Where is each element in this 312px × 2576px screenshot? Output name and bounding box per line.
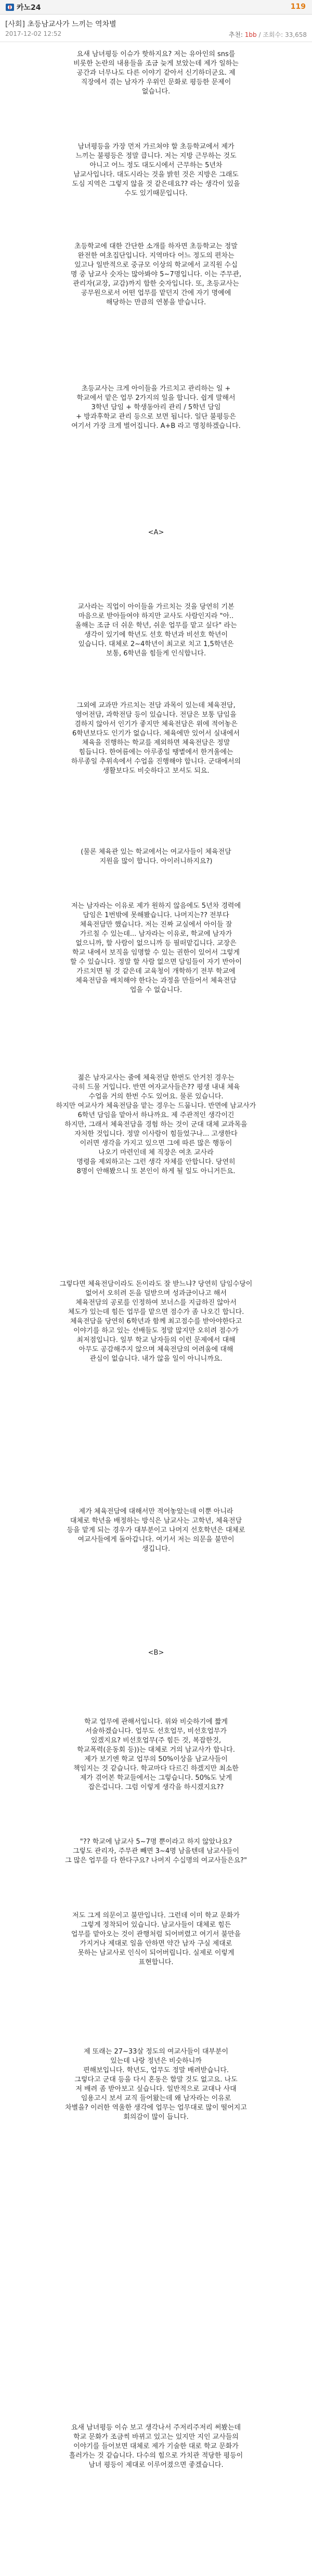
paragraph-11: 제가 체육전담에 대해서만 적어놓았는데 이뿐 아니라 대체로 학년을 배정하는 방식은 남교사는 고학년, 체육전담 등을 맡게 되는 경우가 대부분이고 나머지 선호학년은 대체로 여교사들에게 돌아갑니다. 여기서 저는 의문을 불만이 생깁니다. bbox=[67, 1508, 245, 1553]
post-title-text: 초등남교사가 느끼는 역차별 bbox=[27, 20, 116, 29]
paragraph-16: 요새 남녀평등 이슈 보고 생각나서 주저리주저리 써봤는데 학교 문화가 조금씩 바뀌고 있고는 있지만 지인 교사들의 이야기를 들어보면 대체로 제가 기술한 대로 학교 문화가 흘러가는 것 같습니다. 다수의 힘으로 가치관 적당한 평등이 남녀 평등이 제대로 이루어졌으면 좋겠습니다. bbox=[69, 2424, 243, 2469]
paragraph-12: 학교 업무에 관해서입니다. 위와 비슷하기에 짧게 서술하겠습니다. 업무도 선호업무, 비선호업무가 있겠지요? 비선호업무(주 힘든 것, 복잡한것, 학교폭력(운동회 등))는 대체로 거의 남교사가 합니다. 제가 보기엔 학교 업무의 50%이상을 남교사들이 책임지는 것 같습니다. 학교마다 다르긴 하겠지만 최소한 제가 겪어본 학교들에서는 그렇습니다. 50%도 낮게 잡은겁니다. 그럼 이렇게 생각을 하시겠지요?? bbox=[73, 1718, 239, 1791]
post-number: 119 bbox=[290, 3, 306, 11]
paragraph-14: 저도 그게 의문이고 불만입니다. 그런데 이미 학교 문화가 그렇게 정착되어 있습니다. 남교사들이 대체로 힘든 업무를 맡아오는 것이 관행처럼 되어버렸고 여기서 불만을 가지거나 제대로 일을 안하면 약간 남자 구실 제대로 못하는 남교사로 인식이 되어버립니다. 실제로 이렇게 표현합니다. bbox=[71, 1912, 241, 1966]
post-date: 2017-12-02 12:52 bbox=[5, 30, 62, 37]
views-label: / 조회수: bbox=[258, 31, 283, 38]
post-meta bbox=[5, 30, 307, 39]
section-marker-b: <B> bbox=[148, 1649, 164, 1657]
paragraph-7: (물론 체육관 있는 학교에서는 여교사들이 체육전담 지원을 많이 합니다. 아이러니하지요?) bbox=[81, 848, 231, 865]
post-category: [사회] bbox=[5, 20, 25, 29]
paragraph-10: 그렇다면 체육전담이라도 돈이라도 잘 받느냐? 당연히 담임수당이 없어서 오히려 돈을 덜받으며 성과금이나고 해서 체육전담의 공로를 인정하여 보너스를 지급하진 않아서 체도가 있는데 힘든 업무를 맡으면 점수가 좀 나오긴 합니다. 체육전담을 당연히 6학년과 함께 최고점수를 받아야한다고 이야기를 하고 있는 선배들도 정말 많지만 오히려 점수가 최저점입니다. 일부 학교 남자들의 이런 문제에서 대해 아무도 공감해주지 않으며 체육전담의 어려움에 대해 관심이 없습니다. 내가 않을 일이 아니니까요. bbox=[59, 1280, 253, 1363]
paragraph-6: 그외에 교과만 가르치는 전담 과목이 있는데 체육전담, 영어전담, 과학전담 등이 있습니다. 전담은 보통 담임을 겸하지 않아서 인기가 좋지만 체육전담은 위에 적어놓은 6학년보다도 인기가 없습니다. 체육에만 있어서 실내에서 체육을 진행하는 학교를 제외하면 체육전담은 정말 힘듭니다. 한여름에는 아루종일 땡볕에서 한겨울에는 하루종일 추위속에서 수업을 진행해야 합니다. 군대에서의 생활보다도 비슷하다고 보셔도 되요. bbox=[71, 702, 241, 775]
paragraph-13: "?? 학교에 남교사 5~7명 뿐이라고 하지 않았나요? 그렇도 관리자, 주무관 빼면 3~4명 남을텐데 남교사들이 그 많은 업무를 다 한다구요? 나머지 수십명의 여교사들은요?" bbox=[64, 1838, 248, 1864]
post-stats bbox=[229, 30, 307, 39]
recommend-label: 추천: bbox=[228, 31, 243, 38]
paragraph-4: 초등교사는 크게 아이들을 가르치고 관리하는 일 + 학교에서 맡은 업무 2가지의 일을 합니다. 쉽게 말해서 3학년 담임 + 학생동아리 관리 / 5학년 담임 + 방과후학교 관리 등으로 보면 됩니다. 일단 불평등은 여기서 가장 크게 벌어집니다. A+B 라고 명칭하겠습니다. bbox=[71, 385, 241, 430]
section-marker-a: <A> bbox=[148, 529, 164, 536]
views-count: 33,658 bbox=[285, 31, 307, 38]
paragraph-8: 저는 남자라는 이유로 제가 원하지 않음에도 5년차 경력에 담임은 1번밖에 못해봤습니다. 나머지는?? 전부다 체육전담만 했습니다. 저는 진짜 교실에서 아이들 잘 가르칠 수 있는데... 남자라는 이유로, 학교에 남자가 없으니까, 할 사람이 없으니까 등 필떠맡깁니다. 교장은 학교 내에서 보직을 임명할 수 있는 권한이 있어서 그렇게 할 수 있습니다. 정말 할 사람 없으면 담임들이 자기 반아이 가르치면 될 것 같은데 교육청이 개학하기 전부 학교에 체육전담을 배치해야 한다는 과정을 만들어서 체육전담 업을 수 없습니다. bbox=[70, 902, 242, 994]
recommend-count: 1bb bbox=[244, 31, 257, 38]
paragraph-1: 요새 남녀평등 이슈가 핫하지요? 저는 유아인의 sns를 비롯한 논란의 내용들을 조금 늦게 보았는데 제가 일하는 공간과 너무나도 다른 이야기 같아서 신기하더군요. 제 직장에서 겪는 남자가 우위인 문화로 평등한 문제이 없습니다. bbox=[73, 50, 239, 96]
logo-icon bbox=[5, 3, 15, 12]
paragraph-2: 남녀평등을 가장 먼저 가르쳐야 할 초등학교에서 제가 느끼는 불평등은 정말 큽니다. 저는 지방 근무하는 것도 아니고 어느 정도 대도시에서 근무하는 5년차 남교사입니다. 대도시라는 것을 밝힌 것은 지방은 그래도 도심 지역은 그렇지 않을 것 같은데요?? 라는 생각이 있을 수도 있기때문입니다. bbox=[72, 143, 240, 197]
site-name: 카노24 bbox=[17, 4, 41, 12]
paragraph-5: 교사라는 직업이 아이들을 가르치는 것을 당연히 기본 마음으로 받아들여야 하지만 교사도 사람인지라 "아.. 올해는 조금 더 쉬운 학년, 쉬운 업무를 맡고 싶다" 라는 생각이 있기에 학년도 선호 학년과 비선호 학년이 있습니다. 대체로 2~4학년이 최고로 치고 1,5학년은 보통, 6학년을 힘들게 인식합니다. bbox=[75, 603, 237, 658]
paragraph-9: 젊은 남자교사는 줄에 체육전담 한번도 안거친 경우는 극히 드물 거입니다. 반면 여자교사들은?? 평생 내내 체육 수업을 거의 한번 수도 있어요. 물론 있습니다. 하지만 여교사가 체육전담을 맡는 경우는 드뭅니다. 반면에 남교사가 6학년 담임을 맡아서 하나까요. 제 주관적인 생각이긴 하지만, 그래서 체육전담을 경험 하는 것이 군대 대체 교과목을 자처한 것입니다. 정말 이사람이 힘들었구나... 고생한다 이러면 생각을 가지고 있으면 그에 따른 많은 행동이 나오기 마련인데 체 직장은 여초 교사라 명령을 제외하고는 그런 생각 자체를 안합니다. 당연히 8명이 안해봤으니 또 본인이 하게 될 일도 아니거든요. bbox=[56, 1074, 256, 1175]
paragraph-15: 제 또래는 27~33살 정도의 여교사들이 대부분이 있는데 나랑 정년은 비슷하니까 편해보입니다. 학년도, 업무도 정말 배려받습니다. 그렇다고 군대 등을 다시 혼동은 할말 것도 없고요. 나도 저 배려 좀 받아보고 싶습니다. 일반적으로 교대나 사대 임용고시 보셔 교직 들어왔는데 왜 남자라는 이유로 차별을? 이러한 역울한 생각에 업무는 업무대로 많이 떨어지고 회의감이 많이 듭니다. bbox=[65, 2048, 247, 2121]
paragraph-3: 초등학교에 대한 간단한 소개를 하자면 초등학교는 정말 완전한 여초집단입니다. 지역마다 어느 정도의 편차는 있고나 일반적으로 중규모 이상의 학교에서 교직원 수십 명 중 남교사 숫자는 많아봐야 5~7명입니다. 이는 주무관, 관리자(교장, 교감)까지 합한 숫자입니다. 또, 초등교사는 공무원으로서 어떤 업무를 맡던지 간에 자기 명예에 해당하는 만큼의 연봉을 받습니다. bbox=[70, 243, 242, 306]
site-header bbox=[0, 0, 312, 15]
post-title bbox=[5, 19, 307, 29]
site-logo[interactable] bbox=[5, 3, 41, 12]
